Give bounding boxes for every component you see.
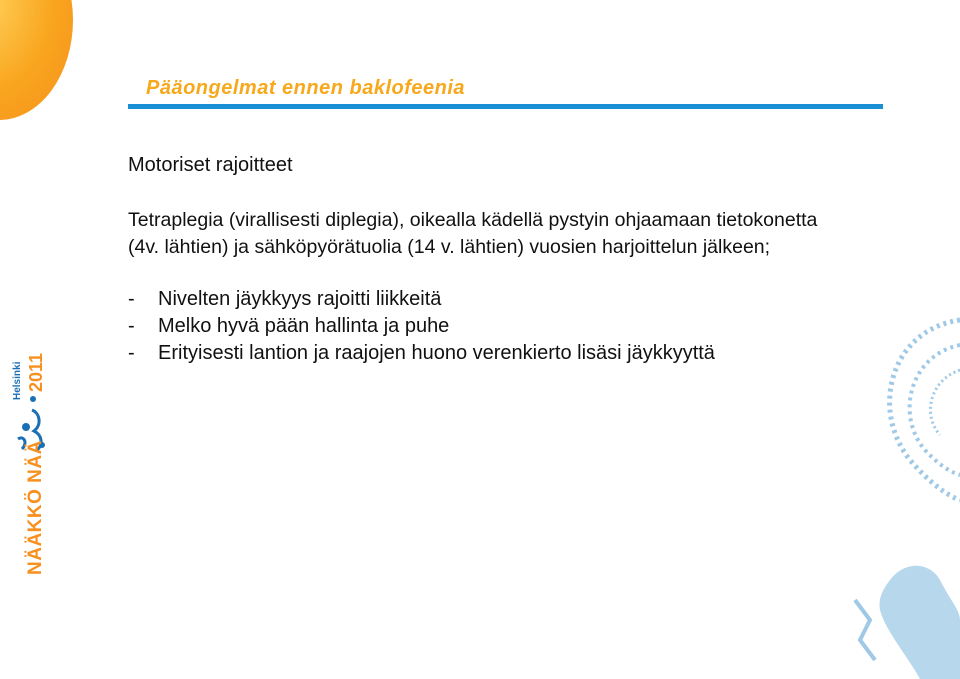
list-item-text: Erityisesti lantion ja raajojen huono verenkierto lisäsi jäykkyyttä [158,342,715,364]
logo-year: 2011 [26,352,46,392]
logo-dot [30,396,36,402]
bullet-marker: - [128,315,135,337]
list-item-text: Nivelten jäykkyys rajoitti liikkeitä [158,288,442,310]
list-item [128,340,828,367]
list-item [128,313,828,340]
bullet-list [128,286,828,367]
list-item [128,286,828,313]
logo-city: Helsinki [12,361,23,400]
sun-decoration [0,0,73,120]
logo-name: NÄÄKKÖ NÄÄ [25,440,46,575]
slide-body [128,152,828,367]
section-heading: Motoriset rajoitteet [128,154,293,176]
list-item-text: Melko hyvä pään hallinta ja puhe [158,315,450,337]
bullet-marker: - [128,342,135,364]
wave-decoration [850,300,960,679]
event-logo [0,170,60,575]
bullet-marker: - [128,288,135,310]
slide-title: Pääongelmat ennen baklofeenia [146,77,466,99]
intro-paragraph: Tetraplegia (virallisesti diplegia), oikealla kädellä pystyin ohjaamaan tietokonetta (4v. lähtien) ja sähköpyörätuolia (14 v. lähtien) vuosien harjoittelun jälkeen; [128,209,818,258]
title-underline [128,104,883,109]
